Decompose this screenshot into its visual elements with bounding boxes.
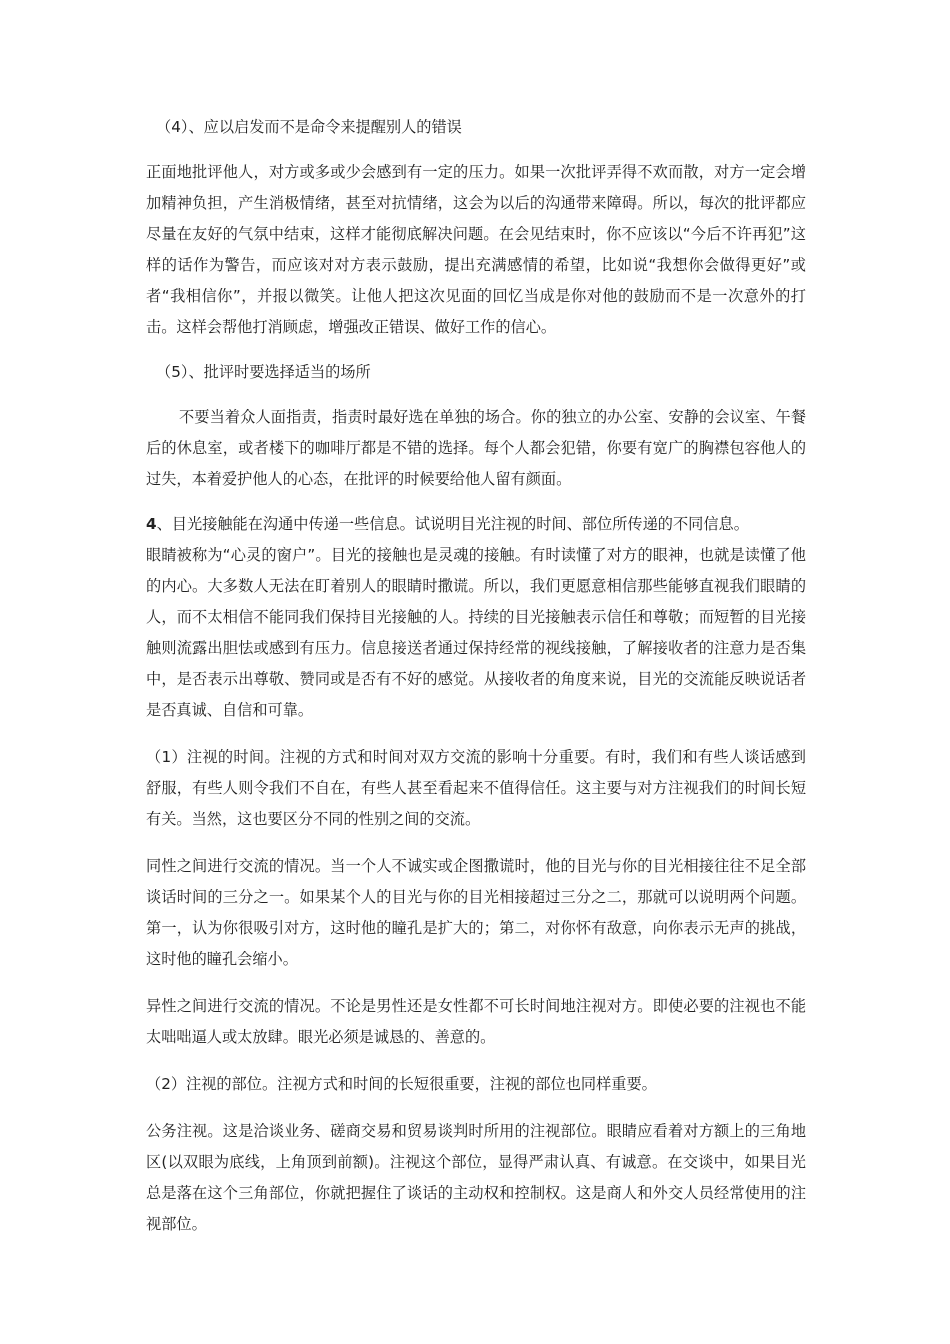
question-4 <box>146 509 806 540</box>
section-5-heading: （5）、批评时要选择适当的场所 <box>156 363 371 381</box>
gaze-location-paragraph: （2）注视的部位。注视方式和时间的长短很重要，注视的部位也同样重要。 <box>146 1075 657 1093</box>
document-page <box>146 112 806 1240</box>
question-text: 、目光接触能在沟通中传递一些信息。试说明目光注视的时间、部位所传递的不同信息。 <box>156 515 749 533</box>
section-4-heading: （4）、应以启发而不是命令来提醒别人的错误 <box>156 118 462 136</box>
gaze-duration-paragraph: （1）注视的时间。注视的方式和时间对双方交流的影响十分重要。有时，我们和有些人谈话感到舒服，有些人则令我们不自在，有些人甚至看起来不值得信任。这主要与对方注视我们的时间长短有关。当然，这也要区分不同的性别之间的交流。 <box>146 748 806 828</box>
answer-intro: 眼睛被称为“心灵的窗户”。目光的接触也是灵魂的接触。有时读懂了对方的眼神，也就是读懂了他的内心。大多数人无法在盯着别人的眼睛时撒谎。所以，我们更愿意相信那些能够直视我们眼睛的人，而不太相信不能同我们保持目光接触的人。持续的目光接触表示信任和尊敬；而短暂的目光接触则流露出胆怯或感到有压力。信息接送者通过保持经常的视线接触，了解接收者的注意力是否集中，是否表示出尊敬、赞同或是否有不好的感觉。从接收者的角度来说，目光的交流能反映说话者是否真诚、自信和可靠。 <box>146 546 806 719</box>
section-4-body: 正面地批评他人，对方或多或少会感到有一定的压力。如果一次批评弄得不欢而散，对方一定会增加精神负担，产生消极情绪，甚至对抗情绪，这会为以后的沟通带来障碍。所以，每次的批评都应尽量在友好的气氛中结束，这样才能彻底解决问题。在会见结束时，你不应该以“今后不许再犯”这样的话作为警告，而应该对对方表示鼓励，提出充满感情的希望，比如说“我想你会做得更好”或者“我相信你”，并报以微笑。让他人把这次见面的回忆当成是你对他的鼓励而不是一次意外的打击。这样会帮他打消顾虑，增强改正错误、做好工作的信心。 <box>146 163 806 336</box>
section-5-body: 不要当着众人面指责，指责时最好选在单独的场合。你的独立的办公室、安静的会议室、午餐后的休息室，或者楼下的咖啡厅都是不错的选择。每个人都会犯错，你要有宽广的胸襟包容他人的过失，本着爱护他人的心态，在批评的时候要给他人留有颜面。 <box>146 408 806 488</box>
business-gaze-paragraph: 公务注视。这是洽谈业务、磋商交易和贸易谈判时所用的注视部位。眼睛应看着对方额上的三角地区(以双眼为底线，上角顶到前额)。注视这个部位，显得严肃认真、有诚意。在交谈中，如果目光总是落在这个三角部位，你就把握住了谈话的主动权和控制权。这是商人和外交人员经常使用的注视部位。 <box>146 1122 806 1233</box>
opposite-sex-paragraph: 异性之间进行交流的情况。不论是男性还是女性都不可长时间地注视对方。即使必要的注视也不能太咄咄逼人或太放肆。眼光必须是诚恳的、善意的。 <box>146 997 806 1046</box>
same-sex-paragraph: 同性之间进行交流的情况。当一个人不诚实或企图撒谎时，他的目光与你的目光相接往往不足全部谈话时间的三分之一。如果某个人的目光与你的目光相接超过三分之二，那就可以说明两个问题。第一，认为你很吸引对方，这时他的瞳孔是扩大的；第二，对你怀有敌意，向你表示无声的挑战，这时他的瞳孔会缩小。 <box>146 857 806 968</box>
question-number: 4 <box>146 515 157 533</box>
